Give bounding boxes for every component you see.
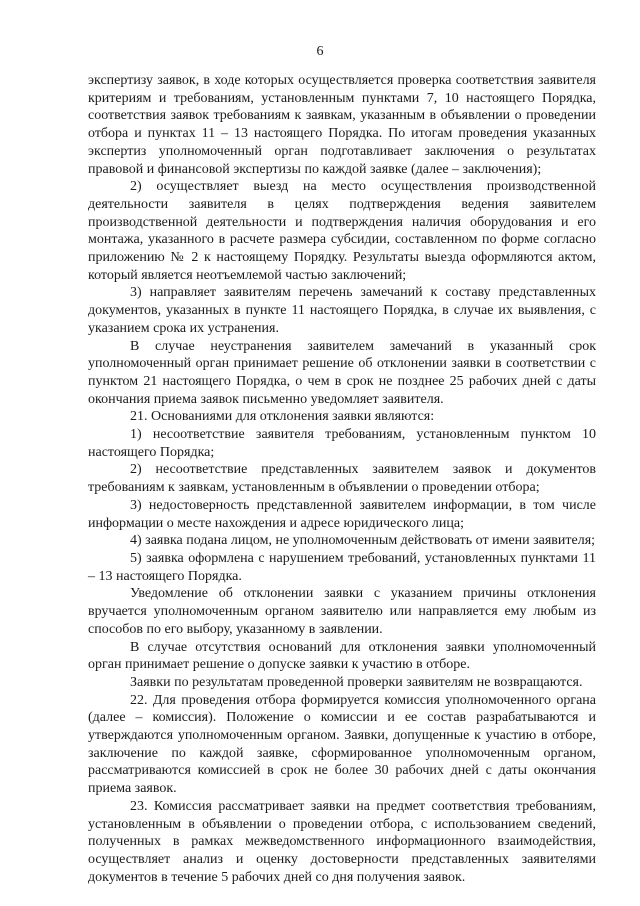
paragraph-clause-21: 21. Основаниями для отклонения заявки являются:: [130, 409, 435, 425]
paragraph-remarks-not-fixed: В случае неустранения заявителем замечаний в указанный срок уполномоченный орган принимает решение об отклонении заявки в соответствии с пунктом 21 настоящего Порядка, о чем в срок не позднее 25 рабочих дней с даты окончания приема заявок письменно уведомляет заявителя.: [88, 338, 596, 407]
page-number: 6: [316, 44, 324, 59]
document-body: [88, 72, 596, 886]
paragraph-rejection-notice: Уведомление об отклонении заявки с указанием причины отклонения вручается уполномоченным органом заявителю или направляется ему любым из способов по его выбору, указанному в заявлении.: [88, 586, 596, 637]
paragraph-site-visit: 2) осуществляет выезд на место осуществления производственной деятельности заявителя в целях подтверждения ведения заявителем производственной деятельности и подтверждения наличия оборудования и его монтажа, указанного в расчете размера субсидии, составленном по форме согласно приложению № 2 к настоящему Порядку. Результаты выезда оформляются актом, который является неотъемлемой частью заключений;: [88, 179, 596, 283]
paragraph-clause-22: 22. Для проведения отбора формируется комиссия уполномоченного органа (далее – комиссия). Положение о комиссии и ее состав разрабатываются и утверждаются уполномоченным органом. Заявки, допущенные к участию в отборе, заключение по каждой заявке, сформированное уполномоченным органом, рассматриваются комиссией в срок не более 30 рабочих дней с даты окончания приема заявок.: [88, 692, 596, 797]
paragraph-admission-decision: В случае отсутствия оснований для отклонения заявки уполномоченный орган принимает решение о допуске заявки к участию в отборе.: [88, 639, 596, 673]
paragraph-expertise-continuation: экспертизу заявок, в ходе которых осуществляется проверка соответствия заявителя критериям и требованиям, установленным пунктами 7, 10 настоящего Порядка, соответствия заявок требованиям к заявкам, указанным в объявлении о проведении отбора и пунктах 11 – 13 настоящего Порядка. По итогам проведения указанных экспертиз уполномоченный орган подготавливает заключения о результатах правовой и финансовой экспертизы по каждой заявке (далее – заключения);: [88, 73, 596, 177]
paragraph-clause-23: 23. Комиссия рассматривает заявки на предмет соответствия требованиям, установленным в объявлении о проведении отбора, с использованием сведений, полученных в рамках межведомственного информационного взаимодействия, осуществляет анализ и оценку достоверности представленных заявителями документов в течение 5 рабочих дней со дня получения заявок.: [88, 798, 596, 885]
paragraph-remarks-list: 3) направляет заявителям перечень замечаний к составу представленных документов, указанных в пункте 11 настоящего Порядка, в случае их выявления, с указанием срока их устранения.: [88, 285, 596, 336]
paragraph-reason-5: 5) заявка оформлена с нарушением требований, установленных пунктами 11 – 13 настоящего Порядка.: [88, 550, 596, 584]
paragraph-reason-1: 1) несоответствие заявителя требованиям, установленным пунктом 10 настоящего Порядка;: [88, 427, 596, 460]
paragraph-reason-4: 4) заявка подана лицом, не уполномоченным действовать от имени заявителя;: [130, 533, 596, 549]
paragraph-reason-3: 3) недостоверность представленной заявителем информации, в том числе информации о месте нахождения и адресе юридического лица;: [88, 497, 596, 531]
paragraph-reason-2: 2) несоответствие представленных заявителем заявок и документов требованиям к заявкам, установленным в объявлении о проведении отбора;: [88, 462, 596, 496]
paragraph-no-return: Заявки по результатам проведенной проверки заявителям не возвращаются.: [130, 674, 583, 690]
